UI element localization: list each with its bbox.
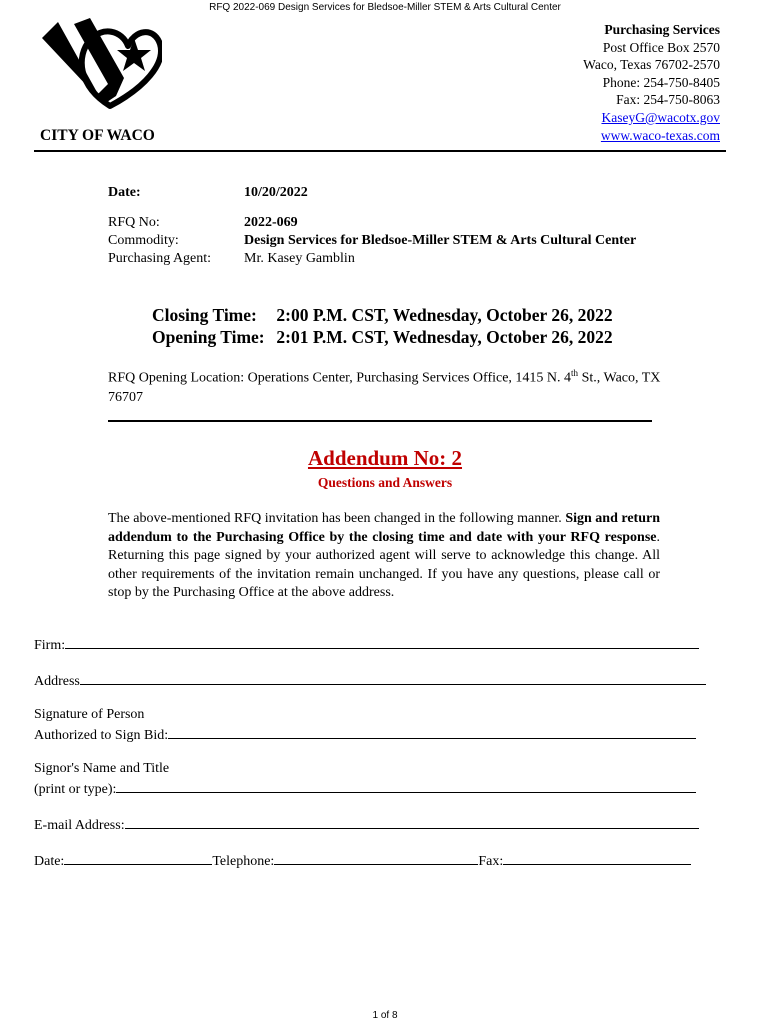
contact-phone: Phone: 254-750-8405 [602, 74, 720, 90]
firm-field [34, 634, 699, 655]
signature-label-line1: Signature of Person [34, 707, 145, 722]
addendum-body [108, 510, 660, 603]
agent-row [108, 250, 644, 268]
location-prefix: RFQ Opening Location: Operations Center, Purchasing Services Office, 1415 N. 4 [108, 370, 572, 386]
signor-label-line2: (print or type): [34, 782, 117, 797]
email-label: E-mail Address: [34, 818, 125, 833]
commodity-label: Commodity: [108, 233, 179, 248]
addendum-subtitle: Questions and Answers [317, 475, 453, 490]
form-fax-line[interactable] [503, 850, 691, 865]
contact-email-link[interactable]: KaseyG@wacotx.gov [601, 109, 720, 125]
date-phone-fax-field [34, 850, 691, 871]
section-divider [108, 420, 652, 422]
addendum-heading [0, 446, 770, 491]
commodity-row [108, 232, 644, 250]
rfq-no-row [108, 214, 644, 232]
contact-fax: Fax: 254-750-8063 [616, 92, 720, 108]
telephone-line[interactable] [274, 850, 478, 865]
signature-line[interactable] [168, 724, 696, 739]
body-part2: . Returning this page signed by your authorized agent will serve to acknowledge this change. All other requirements of the invitation remain unchanged. If you have any questions, please call or stop by the Purchasing Office at the above address. [108, 529, 660, 600]
signature-field [34, 706, 696, 745]
closing-time-row [152, 304, 613, 326]
location-sup: th [571, 368, 579, 378]
rfq-info [108, 184, 644, 268]
signor-label-line1: Signor's Name and Title [34, 761, 170, 776]
closing-times [152, 304, 613, 348]
address-line[interactable] [80, 670, 706, 685]
address-field [34, 670, 706, 691]
firm-label: Firm: [34, 638, 66, 653]
opening-time-label: Opening Time: [152, 327, 265, 347]
contact-title: Purchasing Services [604, 22, 720, 37]
contact-block [583, 21, 720, 144]
date-label: Date: [108, 185, 141, 200]
contact-city-state: Waco, Texas 76702-2570 [583, 57, 720, 73]
signor-field [34, 760, 696, 799]
waco-logo-icon [38, 16, 162, 110]
contact-po-box: Post Office Box 2570 [602, 39, 720, 55]
commodity-value: Design Services for Bledsoe-Miller STEM & Arts Cultural Center [244, 233, 637, 248]
agent-label: Purchasing Agent: [108, 251, 212, 266]
header-divider [34, 150, 726, 152]
form-fax-label: Fax: [478, 854, 504, 869]
running-header: RFQ 2022-069 Design Services for Bledsoe-Miller STEM & Arts Cultural Center [209, 2, 561, 13]
signature-label-line2: Authorized to Sign Bid: [34, 728, 169, 743]
opening-time-row [152, 326, 613, 348]
agent-value: Mr. Kasey Gamblin [244, 251, 355, 266]
city-name: CITY OF WACO [40, 127, 155, 144]
closing-time-value: 2:00 P.M. CST, Wednesday, October 26, 2022 [276, 305, 613, 325]
body-part1: The above-mentioned RFQ invitation has been changed in the following manner. [108, 511, 566, 526]
date-value: 10/20/2022 [244, 185, 308, 200]
signor-line[interactable] [116, 778, 696, 793]
body-bold: Sign and return addendum to the Purchasing Office by the closing time and date with your RFQ response [108, 511, 660, 545]
date-row [108, 184, 644, 202]
form-date-label: Date: [34, 854, 65, 869]
location-suffix: St., Waco, TX 76707 [108, 370, 661, 405]
rfq-no-value: 2022-069 [244, 215, 298, 230]
email-field [34, 814, 699, 835]
opening-location [108, 364, 668, 407]
opening-time-value: 2:01 P.M. CST, Wednesday, October 26, 2022 [276, 327, 613, 347]
telephone-label: Telephone: [212, 854, 275, 869]
rfq-no-label: RFQ No: [108, 215, 160, 230]
contact-website-link[interactable]: www.waco-texas.com [600, 127, 720, 143]
addendum-title: Addendum No: 2 [307, 446, 463, 470]
closing-time-label: Closing Time: [152, 305, 257, 325]
email-line[interactable] [125, 814, 699, 829]
firm-line[interactable] [65, 634, 699, 649]
address-label: Address [34, 674, 80, 689]
page-number: 1 of 8 [372, 1010, 398, 1021]
form-date-line[interactable] [64, 850, 212, 865]
